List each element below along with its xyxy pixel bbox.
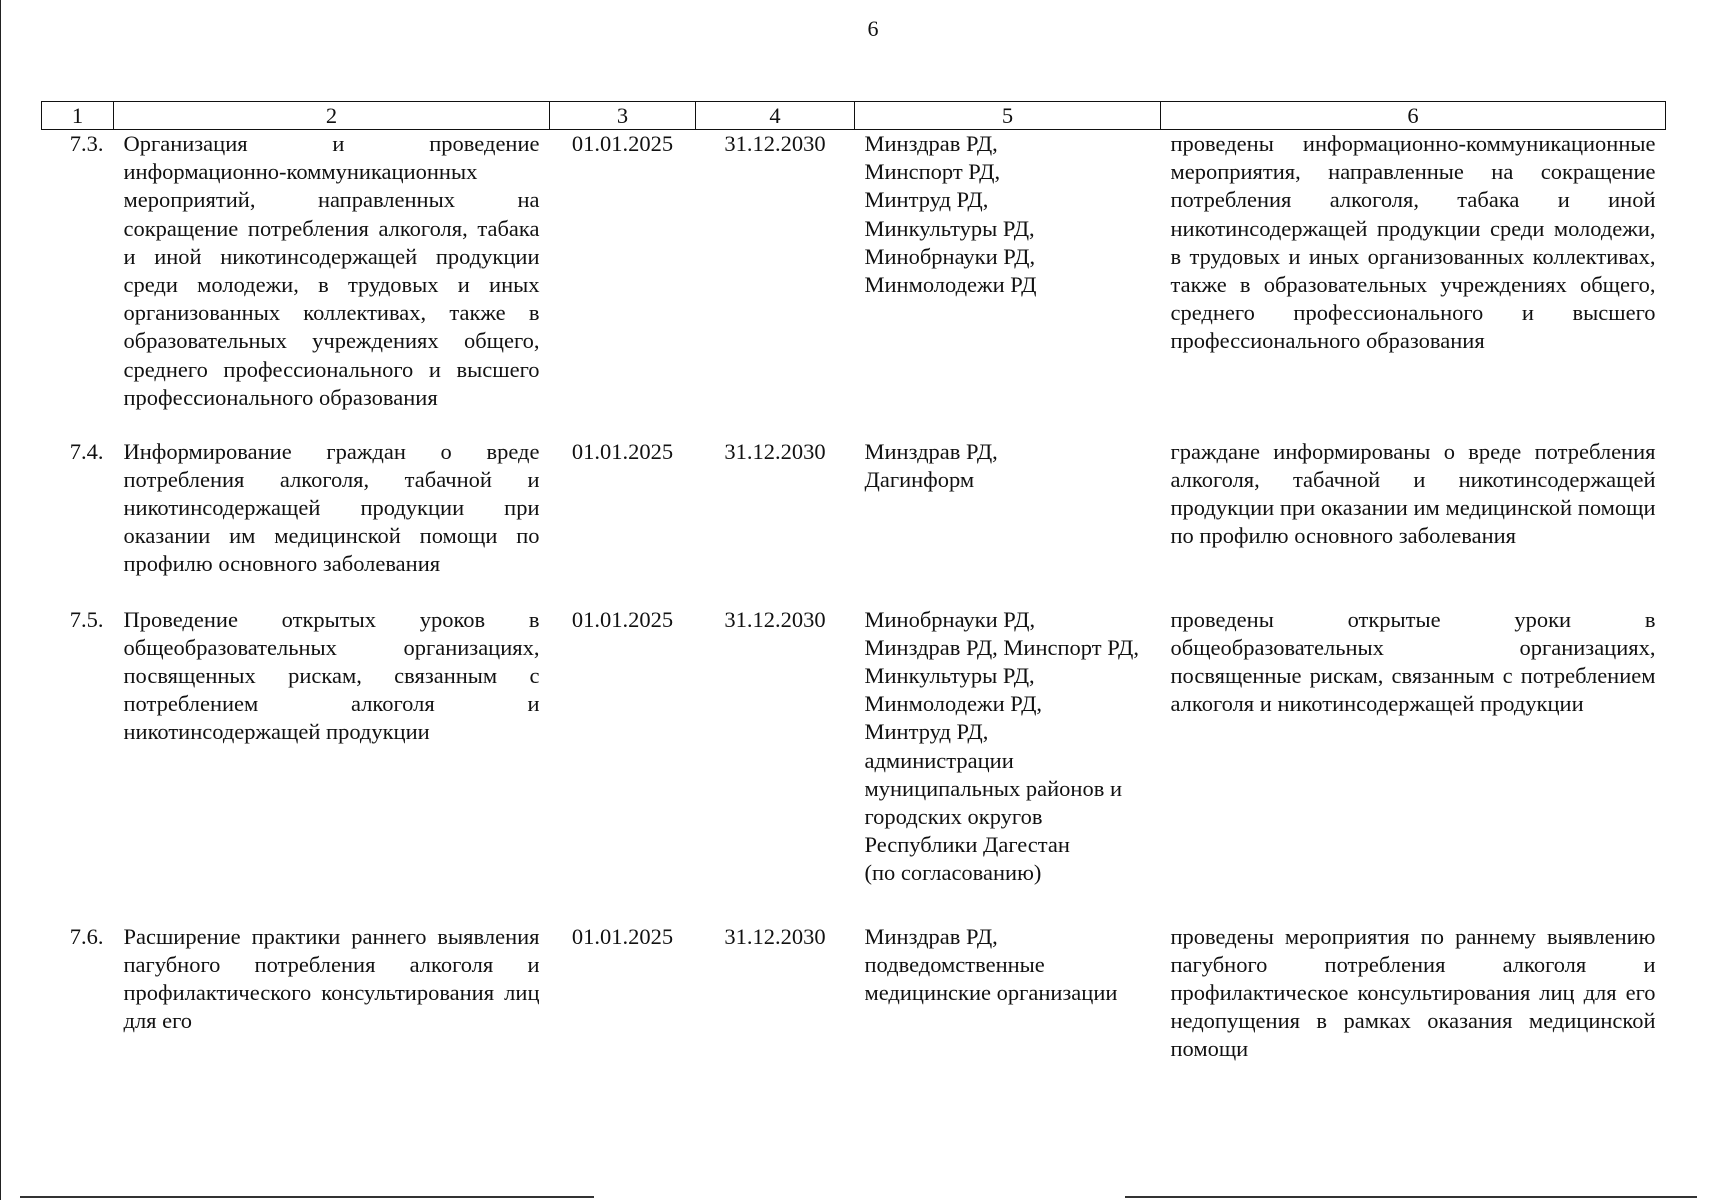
- activity-text: Информирование граждан о вреде потребления алкоголя, табачной и никотинсодержащей продукции при оказании им медицинской помощи по профилю основного заболевания: [123, 438, 540, 577]
- responsible-text: Минобрнауки РД, Минздрав РД, Минспорт РД, Минкультуры РД, Минмолодежи РД, Минтруд РД, администрации муниципальных районов и городских округов Республики Дагестан (по согласованию): [864, 606, 1139, 886]
- start-date: 01.01.2025: [571, 131, 674, 156]
- expected-result: проведены информационно-коммуникационные мероприятия, направленные на сокращение потребления алкоголя, табака и иной никотинсодержащей продукции среди молодежи, в трудовых и иных организованных коллективах, также в образовательных учреждениях общего, среднего профессионального и высшего профессионального образования: [1170, 131, 1656, 354]
- activity-text: Проведение открытых уроков в общеобразовательных организациях, посвященных рискам, связанным с потреблением алкоголя и никотинсодержащей продукции: [123, 606, 540, 745]
- table-header-row: [42, 102, 1666, 130]
- column-header: 4: [696, 102, 855, 130]
- end-date: 31.12.2030: [724, 438, 826, 464]
- table-row: [42, 438, 1666, 606]
- bottom-rule-right: [1125, 1196, 1697, 1198]
- end-date: 31.12.2030: [724, 923, 826, 949]
- responsible-text: Минздрав РД, Дагинформ: [864, 438, 998, 492]
- bottom-rule-left: [20, 1196, 594, 1198]
- row-number: 7.4.: [69, 438, 104, 464]
- column-header: 3: [550, 102, 696, 130]
- activity-text: Организация и проведение информационно-коммуникационных мероприятий, направленных на сокращение потребления алкоголя, табака и иной никотинсодержащей продукции среди молодежи, в трудовых и иных организованных коллективах, также в образовательных учреждениях общего, среднего профессионального и высшего профессионального образования: [123, 131, 540, 410]
- responsible-executors: [855, 130, 1161, 438]
- responsible-text: Минздрав РД, Минспорт РД, Минтруд РД, Минкультуры РД, Минобрнауки РД, Минмолодежи РД: [864, 131, 1037, 298]
- end-date: 31.12.2030: [724, 606, 826, 632]
- column-header: 6: [1161, 102, 1666, 130]
- expected-result: проведены открытые уроки в общеобразовательных организациях, посвященные рискам, связанным с потреблением алкоголя и никотинсодержащей продукции: [1170, 606, 1656, 717]
- responsible-executors: [855, 606, 1161, 923]
- start-date: 01.01.2025: [571, 438, 674, 464]
- responsible-executors: [855, 438, 1161, 606]
- table-row: [42, 130, 1666, 438]
- table-row: [42, 923, 1666, 1073]
- start-date: 01.01.2025: [571, 606, 674, 632]
- row-number: 7.3.: [69, 131, 104, 156]
- table-row: [42, 606, 1666, 923]
- activity-text: Расширение практики раннего выявления пагубного потребления алкоголя и профилактического консультирования лиц для его: [123, 923, 540, 1034]
- start-date: 01.01.2025: [571, 923, 674, 949]
- column-header: 2: [114, 102, 550, 130]
- end-date: 31.12.2030: [724, 131, 826, 156]
- row-number: 7.5.: [69, 606, 104, 632]
- row-number: 7.6.: [69, 923, 104, 949]
- page-number: 6: [867, 16, 879, 41]
- column-header: 5: [855, 102, 1161, 130]
- responsible-text: Минздрав РД, подведомственные медицинские организации: [864, 923, 1118, 1005]
- expected-result: проведены мероприятия по раннему выявлению пагубного потребления алкоголя и профилактическое консультирования лиц для его недопущения в рамках оказания медицинской помощи: [1170, 923, 1656, 1062]
- plan-table: [41, 101, 1666, 1073]
- responsible-executors: [855, 923, 1161, 1073]
- scan-left-edge: [0, 0, 1, 1200]
- column-header: 1: [42, 102, 114, 130]
- expected-result: граждане информированы о вреде потребления алкоголя, табачной и никотинсодержащей продукции при оказании им медицинской помощи по профилю основного заболевания: [1170, 438, 1656, 549]
